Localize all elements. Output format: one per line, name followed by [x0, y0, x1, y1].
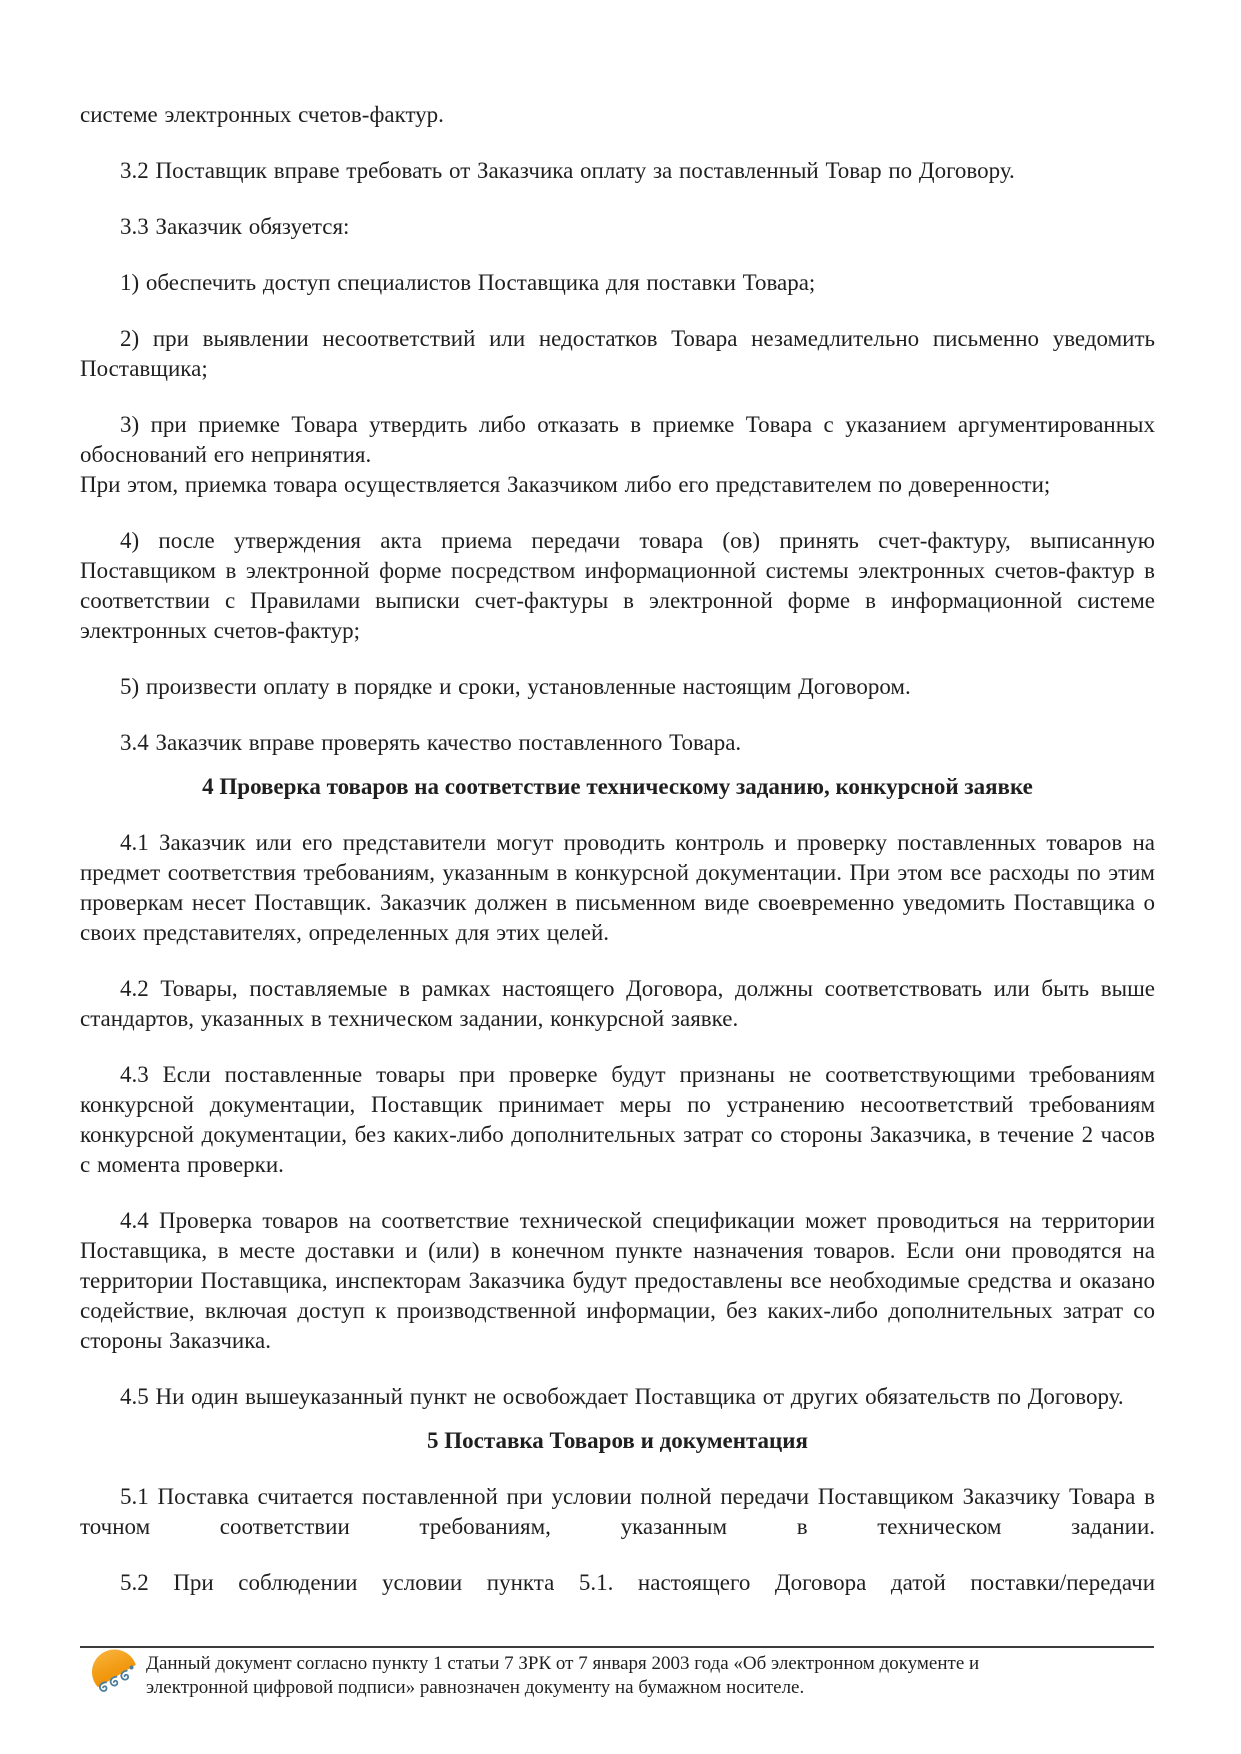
clause-4-2: 4.2 Товары, поставляемые в рамках настоящего Договора, должны соответствовать или быть выше стандартов, указанных в техническом задании, конкурсной заявке.: [80, 976, 1155, 1031]
clause-4-4: 4.4 Проверка товаров на соответствие технической спецификации может проводиться на территории Поставщика, в месте доставки и (или) в конечном пункте назначения товаров. Если они проводятся на территории Поставщика, инспекторам Заказчика будут предоставлены все необходимые средства и оказано содействие, включая доступ к производственной информации, без каких-либо дополнительных затрат со стороны Заказчика.: [80, 1208, 1155, 1353]
clause-3-3-item-1: 1) обеспечить доступ специалистов Поставщика для поставки Товара;: [120, 270, 816, 295]
footer-disclaimer-line-1: Данный документ согласно пункту 1 статьи 7 ЗРК от 7 января 2003 года «Об электронном документе и: [146, 1653, 980, 1674]
section-heading-5: 5 Поставка Товаров и документация: [427, 1428, 808, 1453]
clause-5-2: 5.2 При соблюдении условии пункта 5.1. настоящего Договора датой поставки/передачи: [120, 1570, 1155, 1595]
clause-3-3-item-5: 5) произвести оплату в порядке и сроки, установленные настоящим Договором.: [120, 674, 911, 699]
clause-3-3-item-3-note: При этом, приемка товара осуществляется Заказчиком либо его представителем по доверенности;: [80, 472, 1051, 497]
contract-text-block: [80, 100, 1155, 1624]
clause-3-3-item-4: 4) после утверждения акта приема передачи товара (ов) принять счет-фактуру, выписанную Поставщиком в электронной форме посредством информационной системы электронных счетов-фактур в соответствии с Правилами выписки счет-фактуры в электронной форме в информационной системе электронных счетов-фактур;: [80, 528, 1155, 643]
clause-3-3: 3.3 Заказчик обязуется:: [120, 214, 350, 239]
clause-3-3-item-2: 2) при выявлении несоответствий или недостатков Товара незамедлительно письменно уведомить Поставщика;: [80, 326, 1155, 381]
footer-divider: [80, 1646, 1154, 1648]
clause-3-2: 3.2 Поставщик вправе требовать от Заказчика оплату за поставленный Товар по Договору.: [120, 158, 1015, 183]
clause-4-3: 4.3 Если поставленные товары при проверке будут признаны не соответствующими требованиям конкурсной документации, Поставщик принимает меры по устранению несоответствий требованиям конкурсной документации, без каких-либо дополнительных затрат со стороны Заказчика, в течение 2 часов с момента проверки.: [80, 1062, 1155, 1177]
clause-3-4: 3.4 Заказчик вправе проверять качество поставленного Товара.: [120, 730, 742, 755]
clause-3-3-item-3: 3) при приемке Товара утвердить либо отказать в приемке Товара с указанием аргументированных обоснований его непринятия.: [80, 412, 1155, 467]
footer-disclaimer: [146, 1652, 1126, 1700]
section-heading-4: 4 Проверка товаров на соответствие техническому заданию, конкурсной заявке: [202, 774, 1033, 799]
clause-5-1: 5.1 Поставка считается поставленной при условии полной передачи Поставщиком Заказчику Товара в точном соответствии требованиям, указанным в техническом задании.: [80, 1484, 1155, 1539]
footer-disclaimer-line-2: электронной цифровой подписи» равнозначен документу на бумажном носителе.: [146, 1677, 805, 1698]
esf-stamp-icon: [91, 1649, 138, 1696]
paragraph-continuation: системе электронных счетов-фактур.: [80, 102, 444, 127]
clause-4-5: 4.5 Ни один вышеуказанный пункт не освобождает Поставщика от других обязательств по Договору.: [120, 1384, 1124, 1409]
clause-4-1: 4.1 Заказчик или его представители могут проводить контроль и проверку поставленных товаров на предмет соответствия требованиям, указанным в конкурсной документации. При этом все расходы по этим проверкам несет Поставщик. Заказчик должен в письменном виде своевременно уведомить Поставщика о своих представителях, определенных для этих целей.: [80, 830, 1155, 945]
